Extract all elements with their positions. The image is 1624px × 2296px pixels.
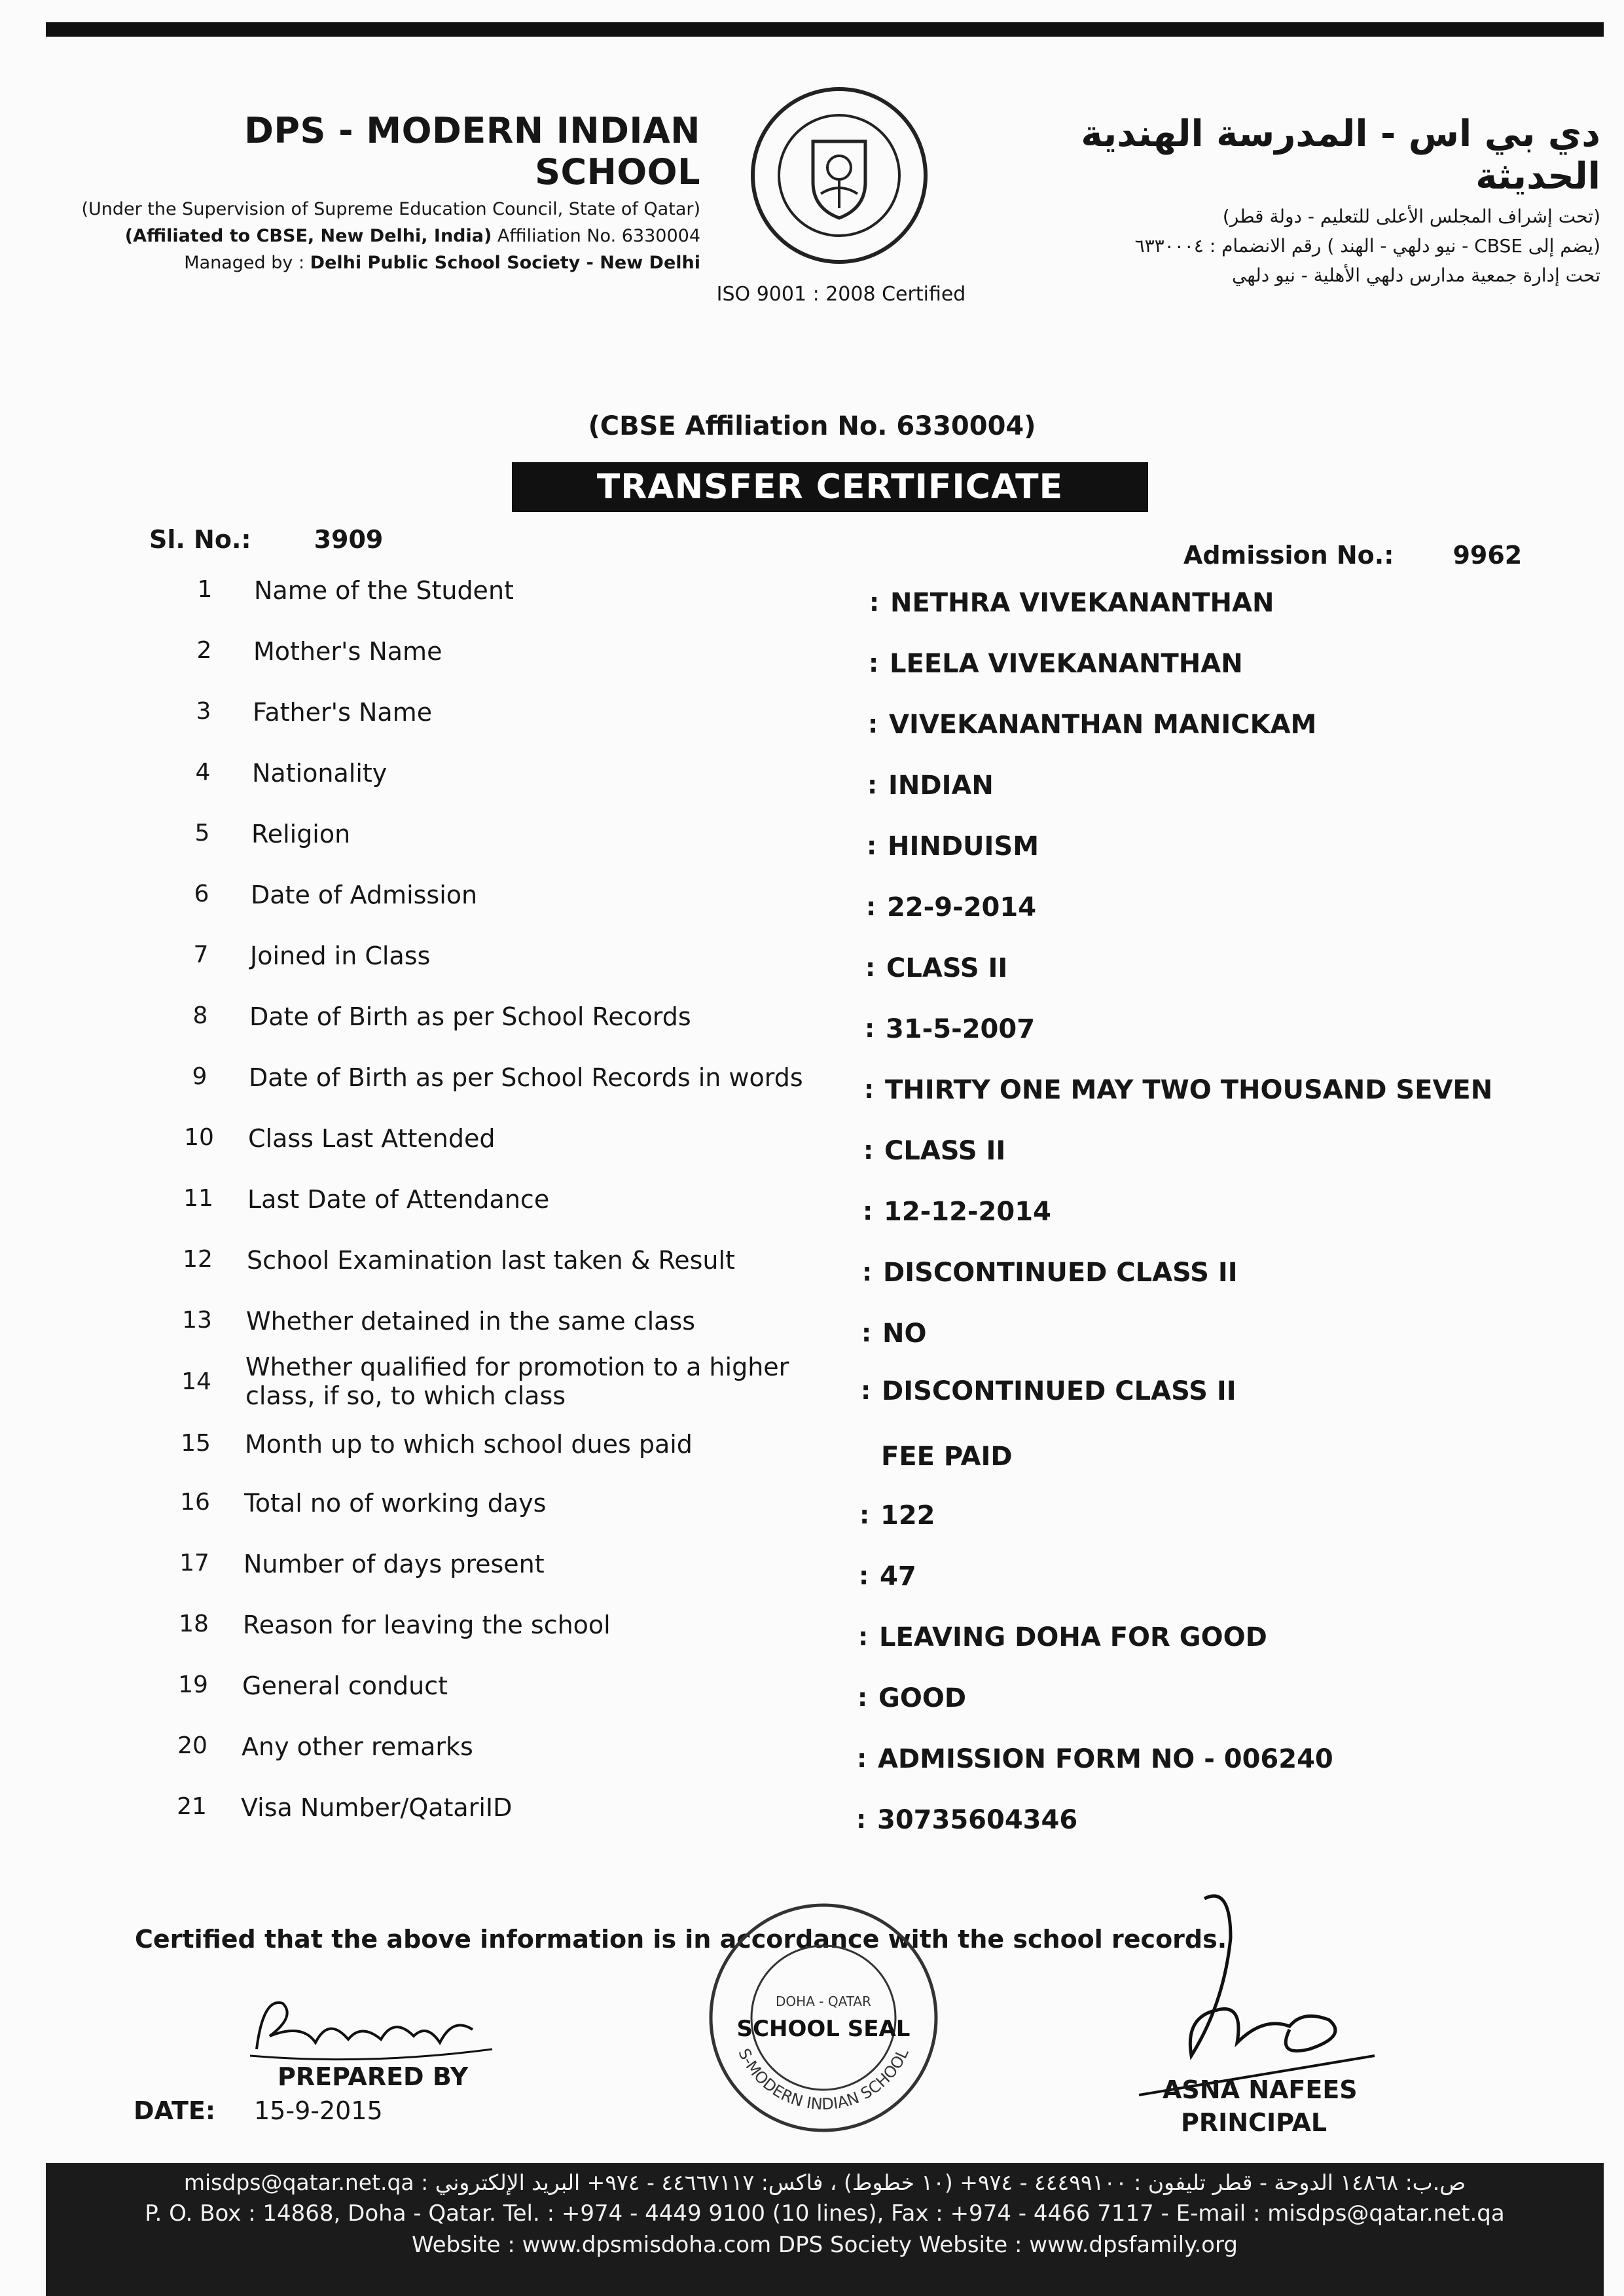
admission-number: [1183, 541, 1522, 570]
school-name: DPS - MODERN INDIAN SCHOOL: [244, 110, 700, 192]
field-value: 30735604346: [877, 1805, 1078, 1835]
field-value: DISCONTINUED CLASS II: [882, 1376, 1236, 1406]
field-number: 5: [194, 820, 210, 847]
prepared-by: PREPARED BY: [278, 2062, 469, 2091]
field-value: GOOD: [878, 1683, 967, 1713]
school-header-arabic: [975, 113, 1600, 286]
field-number: 9: [192, 1063, 208, 1090]
footer-contact: P. O. Box : 14868, Doha - Qatar. Tel. : +974 - 4449 9100 (10 lines), Fax : +974 - 4466 7117 - E-mail : misdps@qatar.net.qa: [145, 2200, 1505, 2227]
field-value: 22-9-2014: [887, 892, 1037, 922]
field-value: DISCONTINUED CLASS II: [883, 1258, 1238, 1288]
field-label: Last Date of Attendance: [247, 1185, 550, 1214]
seal-label: SCHOOL SEAL: [736, 2016, 911, 2042]
field-label: Whether detained in the same class: [246, 1307, 696, 1336]
field-label: Name of the Student: [254, 576, 514, 605]
field-number: 8: [192, 1002, 208, 1029]
field-number: 16: [180, 1489, 210, 1516]
field-number: 11: [183, 1185, 213, 1212]
field-value: CLASS II: [886, 953, 1008, 983]
footer-arabic-contact: ص.ب: ١٤٨٦٨ الدوحة - قطر تليفون : ٤٤٤٩٩١٠٠ - ٩٧٤+ (١٠ خطوط) ، فاكس: ٤٤٦٦٧١١٧ - ٩٧٤+ البريد الإلكتروني : misdps@qatar.net.qa: [183, 2170, 1466, 2195]
supervision-line: (Under the Supervision of Supreme Education Council, State of Qatar): [81, 199, 700, 219]
field-number: 17: [179, 1550, 209, 1576]
field-value: 12-12-2014: [884, 1197, 1051, 1227]
date-value: 15-9-2015: [254, 2096, 383, 2125]
field-label: Month up to which school dues paid: [245, 1430, 693, 1459]
field-number: 4: [195, 759, 211, 786]
field-value: INDIAN: [888, 771, 994, 801]
field-number: 20: [177, 1732, 208, 1759]
admission-value: 9962: [1453, 541, 1523, 570]
field-label: General conduct: [242, 1671, 448, 1700]
field-value: NO: [882, 1319, 927, 1349]
field-number: 1: [197, 576, 213, 603]
field-label: Class Last Attended: [248, 1124, 496, 1153]
arabic-supervision: (تحت إشراف المجلس الأعلى للتعليم - دولة قطر): [1222, 206, 1600, 227]
arabic-school-name: دي بي اس - المدرسة الهندية الحديثة: [1081, 113, 1600, 198]
managed-by-value: Delhi Public School Society - New Delhi: [310, 253, 700, 273]
field-number: 18: [179, 1611, 209, 1637]
field-number: 13: [182, 1307, 212, 1334]
field-number: 6: [194, 881, 209, 907]
footer: [46, 2163, 1604, 2296]
preparer-signature: [237, 1977, 499, 2075]
field-label: Date of Admission: [251, 881, 478, 909]
field-label: School Examination last taken & Result: [247, 1246, 735, 1275]
field-label: Mother's Name: [253, 637, 442, 666]
affiliation-line: [79, 226, 700, 246]
field-label: Date of Birth as per School Records: [249, 1002, 691, 1031]
field-number: 21: [177, 1793, 207, 1820]
field-number: 7: [193, 941, 209, 968]
field-number: 19: [178, 1671, 208, 1698]
field-value: HINDUISM: [888, 831, 1039, 862]
school-header-english: [79, 110, 700, 273]
managed-by-line: [79, 253, 700, 273]
footer-websites: Website : www.dpsmisdoha.com DPS Society Website : www.dpsfamily.org: [412, 2232, 1238, 2258]
field-number: 3: [196, 698, 211, 725]
field-value: LEELA VIVEKANANTHAN: [890, 649, 1243, 679]
field-value: NETHRA VIVEKANANTHAN: [890, 588, 1274, 618]
principal-name: ASNA NAFEES: [1163, 2075, 1358, 2104]
field-value: 122: [880, 1501, 935, 1531]
school-logo: [748, 84, 931, 267]
cbse-affiliation: (CBSE Affiliation No. 6330004): [588, 411, 1036, 441]
field-label: Whether qualified for promotion to a higher class, if so, to which class: [245, 1353, 789, 1410]
certificate-title: TRANSFER CERTIFICATE: [512, 462, 1148, 512]
field-label: Visa Number/QatariID: [241, 1793, 513, 1822]
date-label: DATE:: [134, 2096, 216, 2125]
field-value: 47: [880, 1561, 916, 1592]
arabic-managed-by: تحت إدارة جمعية مدارس دلهي الأهلية - نيو دلهي: [1232, 264, 1600, 286]
field-label: Reason for leaving the school: [243, 1611, 611, 1639]
principal-signature: [1132, 1886, 1388, 2108]
field-number: 2: [196, 637, 212, 664]
field-label: Date of Birth as per School Records in words: [249, 1063, 803, 1092]
field-label: Religion: [251, 820, 351, 848]
field-label: Total no of working days: [244, 1489, 547, 1518]
field-value: LEAVING DOHA FOR GOOD: [879, 1622, 1267, 1652]
arabic-affiliation: (يضم إلى CBSE - نيو دلهي - الهند ) رقم الانضمام : ٦٣٣٠٠٠٤: [1134, 235, 1600, 257]
field-value: FEE PAID: [881, 1442, 1013, 1472]
seal-city: DOHA - QATAR: [776, 1994, 871, 2009]
serial-value: 3909: [314, 525, 384, 554]
field-label: Number of days present: [244, 1550, 545, 1578]
field-label: Father's Name: [253, 698, 433, 727]
managed-by-label: Managed by :: [184, 253, 305, 273]
affiliated-bold: (Affiliated to CBSE, New Delhi, India): [124, 226, 492, 246]
field-number: 10: [184, 1124, 214, 1151]
field-value: ADMISSION FORM NO - 006240: [878, 1744, 1333, 1774]
field-label: Joined in Class: [250, 941, 431, 970]
field-value: CLASS II: [884, 1136, 1006, 1166]
field-label: Any other remarks: [242, 1732, 473, 1761]
field-value: VIVEKANANTHAN MANICKAM: [889, 710, 1317, 740]
certification-statement: Certified that the above information is in accordance with the school records.: [135, 1925, 1227, 1954]
principal-title: PRINCIPAL: [1181, 2108, 1327, 2137]
school-seal: [699, 1893, 948, 2142]
field-number: 15: [181, 1430, 211, 1457]
field-number: 14: [181, 1368, 211, 1395]
serial-label: Sl. No.:: [149, 525, 251, 554]
field-number: 12: [183, 1246, 213, 1273]
top-border-bar: [46, 22, 1604, 37]
seal-ring-text: S-MODERN INDIAN SCHOOL: [734, 2045, 912, 2114]
field-value: THIRTY ONE MAY TWO THOUSAND SEVEN: [885, 1075, 1493, 1105]
affiliation-number: Affiliation No. 6330004: [497, 226, 700, 246]
admission-label: Admission No.:: [1183, 541, 1394, 570]
field-value: 31-5-2007: [886, 1014, 1036, 1044]
field-label: Nationality: [252, 759, 388, 788]
iso-certification: ISO 9001 : 2008 Certified: [716, 283, 966, 306]
serial-number: [149, 525, 383, 554]
